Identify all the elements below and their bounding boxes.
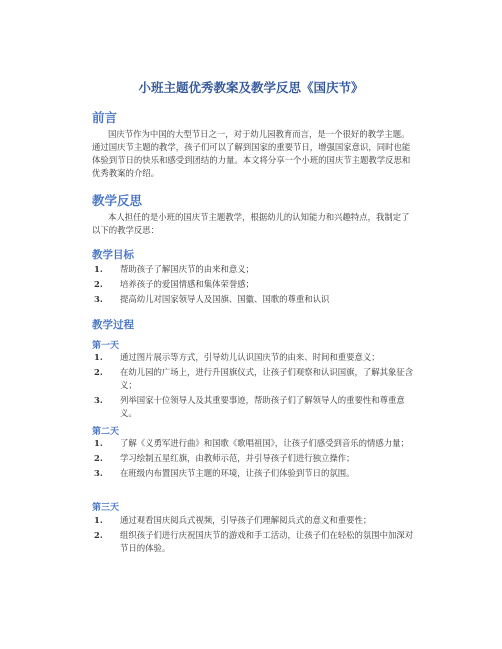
document-title: 小班主题优秀教案及教学反思《国庆节》 [138,80,364,95]
list-item: 2. 培养孩子的爱国情感和集体荣誉感； [94,279,254,289]
reflection-heading: 教学反思 [92,193,143,208]
list-item: 3. 列举国家十位领导人及其重要事迹，帮助孩子们了解领导人的重要性和尊重意义。 [94,395,405,418]
day3-heading: 第三天 [92,503,120,513]
day2-heading: 第二天 [92,427,120,437]
list-item: 2. 学习绘制五星红旗，由教师示范，并引导孩子们进行独立操作； [94,453,355,463]
list-item: 1. 通过观看国庆阅兵式视频，引导孩子们理解阅兵式的意义和重要性； [94,515,372,525]
list-item: 1. 帮助孩子了解国庆节的由来和意义； [94,264,254,274]
list-item: 2. 组织孩子们进行庆祝国庆节的游戏和手工活动，让孩子们在轻松的氛围中加深对节日的体验。 [94,530,414,553]
reflection-paragraph: 本人担任的是小班的国庆节主题教学，根据幼儿的认知能力和兴趣特点，我制定了以下的教学反思： [92,212,410,235]
list-item: 2. 在幼儿园的广场上，进行升国旗仪式，让孩子们观察和认识国旗，了解其象征含义； [94,367,414,390]
list-item: 1. 了解《义勇军进行曲》和国歌《歌唱祖国》，让孩子们感受到音乐的情感力量； [94,438,409,448]
day1-list [92,351,416,422]
preface-heading: 前言 [92,110,118,125]
list-item: 3. 提高幼儿对国家领导人及国旗、国徽、国歌的尊重和认识 [94,294,330,304]
process-heading: 教学过程 [92,319,134,331]
preface-paragraph: 国庆节作为中国的大型节日之一，对于幼儿园教育而言，是一个很好的教学主题。通过国庆节主题的教学，孩子们可以了解到国家的重要节日，增强国家意识，同时也能体验到节日的快乐和感受到团结的力量。本文将分享一个小班的国庆节主题教学反思和优秀教案的介绍。 [92,129,411,178]
list-item: 1. 通过图片展示等方式，引导幼儿认识国庆节的由来、时间和重要意义； [94,352,380,362]
list-item: 3. 在班级内布置国庆节主题的环境，让孩子们体验到节日的氛围。 [94,468,355,478]
day1-heading: 第一天 [92,341,120,351]
goals-heading: 教学目标 [92,249,134,261]
goals-list [92,263,416,308]
day2-list [92,437,416,482]
day3-list [92,514,416,557]
